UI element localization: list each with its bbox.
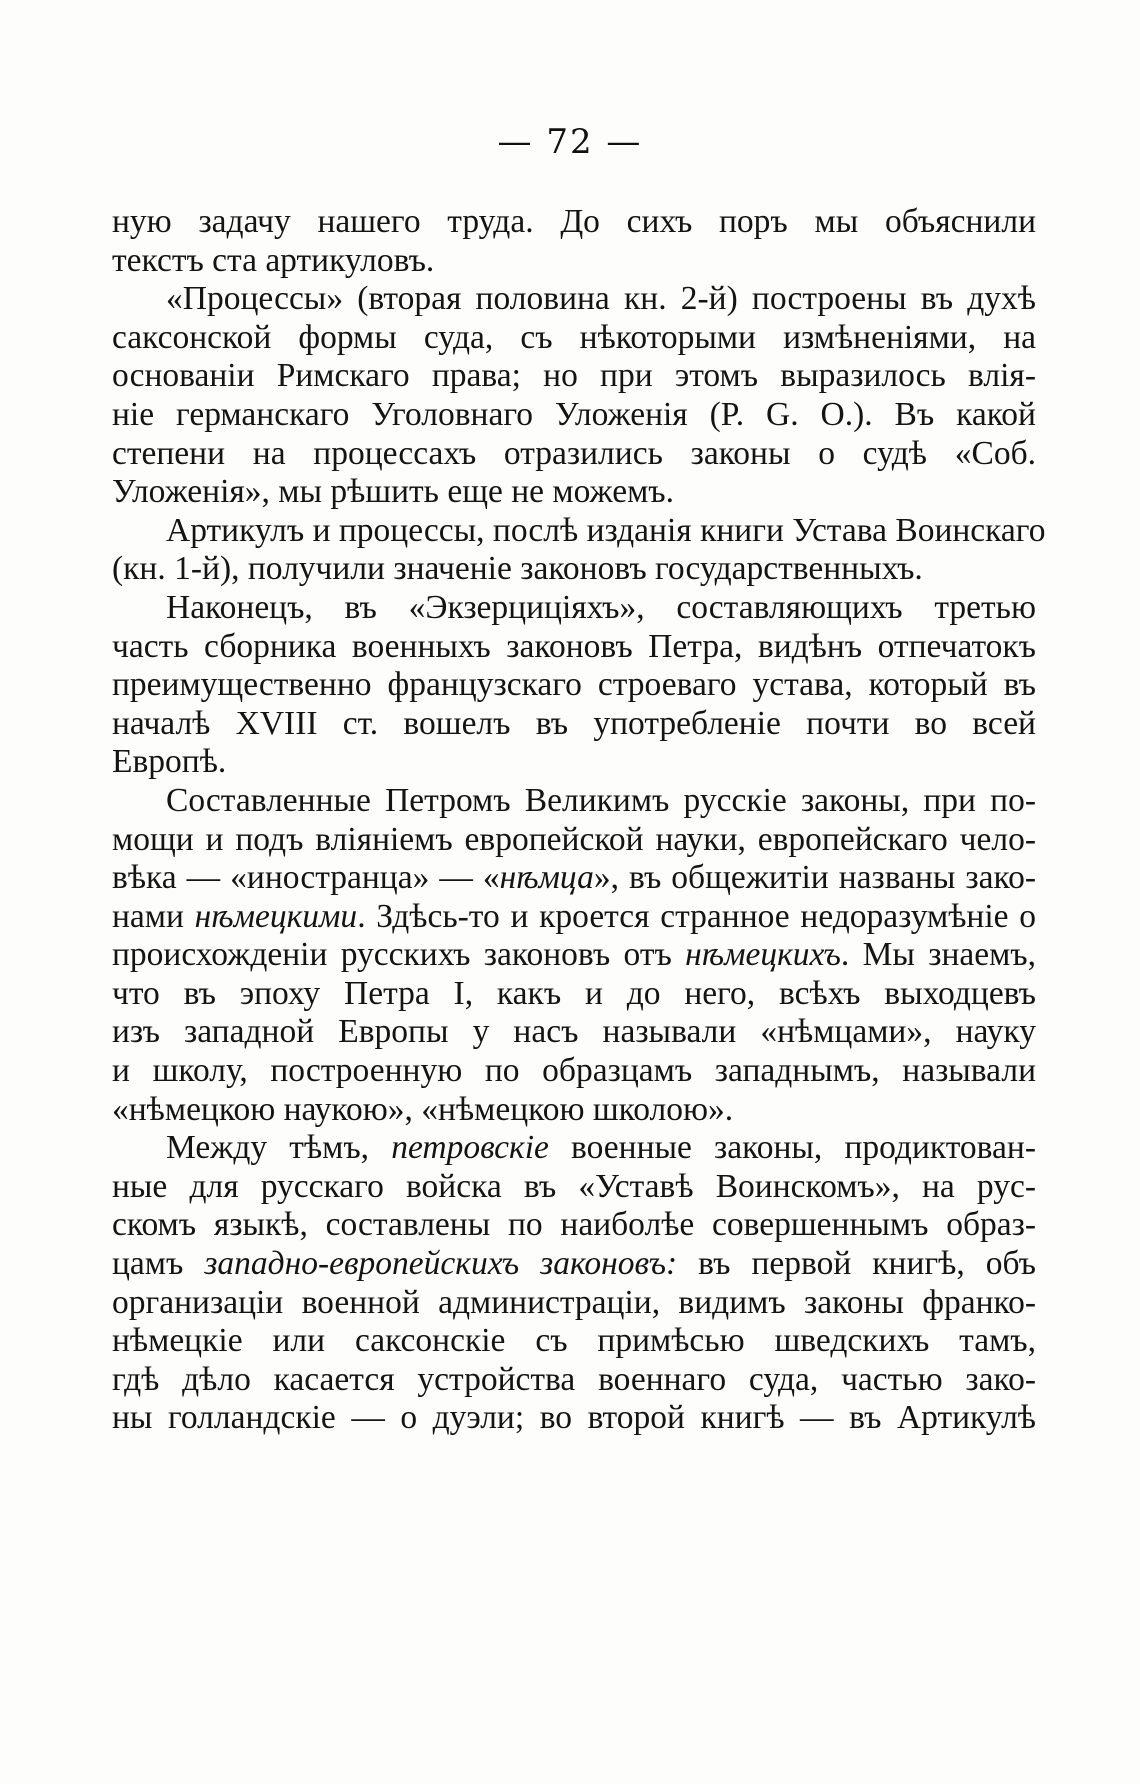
text-line [112,1322,1036,1361]
text-line [112,1284,1036,1323]
text-line [112,1168,1036,1207]
text-line [112,898,1036,937]
text-segment: ную задачу нашего труда. До сихъ поръ мы объяснили [112,203,1036,240]
text-line [112,1129,1036,1168]
text-segment: преимущественно французскаго строеваго устава, который въ [112,666,1036,704]
text-line [112,743,1036,782]
text-segment: часть сборника военныхъ законовъ Петра, видѣнъ отпечатокъ [112,627,1036,665]
text-segment: происхожденіи русскихъ законовъ отъ [112,936,686,974]
text-segment: организаціи военной администраціи, видимъ законы франко- [112,1283,1036,1321]
text-line [112,357,1036,396]
text-segment: саксонской формы суда, съ нѣкоторыми измѣненіями, на [112,318,1036,356]
text-segment: мощи и подъ вліяніемъ европейской науки, европейскаго чело- [112,820,1036,858]
text-segment: въ первой книгѣ, объ [677,1245,1037,1283]
text-line [112,821,1036,860]
text-line [112,859,1036,898]
text-segment: ны голландскіе — о дуэли; во второй книгѣ — въ Артикулѣ [112,1399,1036,1437]
text-segment: и школу, построенную по образцамъ западнымъ, называли [112,1052,1036,1090]
page-number: — 72 — [497,122,643,162]
text-segment: . Здѣсь-то и кроется странное недоразумѣніе о [357,897,1036,935]
text-line [112,936,1036,975]
text-segment: . Мы знаемъ, [840,936,1037,974]
text-line [112,705,1036,744]
text-segment: изъ западной Европы у насъ называли «нѣмцами», науку [112,1013,1036,1051]
text-segment: военные законы, продиктован- [548,1129,1036,1167]
text-line [112,1361,1036,1400]
body-text [112,203,1046,1438]
text-segment: Составленные Петромъ Великимъ русскіе законы, при по- [166,781,1036,819]
text-segment: Артикулъ и процессы, послѣ изданія книги Устава Воинскаго [166,511,1046,549]
text-line [112,280,1036,319]
text-segment: Уложенія», мы рѣшить еще не можемъ. [112,473,674,511]
text-segment: «нѣмецкою наукою», «нѣмецкою школою». [112,1090,734,1128]
text-segment: Между тѣмъ, [166,1129,392,1167]
text-segment: гдѣ дѣло касается устройства военнаго суда, частью зако- [112,1360,1036,1398]
text-segment: началѣ XVIII ст. вошелъ въ употребленіе почти во всей [112,704,1036,742]
text-segment: Наконецъ, въ «Экзерциціяхъ», составляющихъ третью [166,588,1036,626]
text-line [112,319,1036,358]
italic-text: западно-европейскихъ законовъ: [204,1245,678,1283]
text-segment: », въ общежитіи названы зако- [593,859,1036,897]
text-line [112,203,1036,242]
text-segment: Европѣ. [112,743,227,781]
text-segment: ные для русскаго войска въ «Уставѣ Воинскомъ», на рус- [112,1167,1036,1205]
text-segment: «Процессы» (вторая половина кн. 2-й) построены въ духѣ [166,280,1036,318]
text-segment: нами [112,897,195,935]
text-line [112,550,1036,589]
text-line [112,1399,1036,1438]
text-line [112,1052,1036,1091]
text-line [112,435,1036,474]
text-line [112,1245,1036,1284]
text-segment: вѣка — «иностранца» — « [112,859,500,897]
text-line [112,975,1036,1014]
text-line [112,589,1036,628]
text-line [112,1013,1036,1052]
text-segment: основаніи Римскаго права; но при этомъ выразилось влія- [112,357,1036,395]
italic-text: нѣмца [499,859,594,897]
text-segment: ніе германскаго Уголовнаго Уложенія (P. G. O.). Въ какой [112,395,1036,433]
italic-text: нѣмецкихъ [685,936,841,974]
text-segment: скомъ языкѣ, составлены по наиболѣе совершеннымъ образ- [112,1206,1036,1244]
text-line [112,242,1036,281]
text-segment: текстъ ста артикуловъ. [112,241,435,279]
text-segment: что въ эпоху Петра I, какъ и до него, всѣхъ выходцевъ [112,974,1036,1012]
text-segment: степени на процессахъ отразились законы о судѣ «Соб. [112,434,1036,472]
text-line [112,1206,1036,1245]
text-line [112,782,1036,821]
italic-text: петровскіе [391,1129,549,1167]
text-segment: (кн. 1-й), получили значеніе законовъ государственныхъ. [112,550,923,588]
text-line [112,396,1036,435]
italic-text: нѣмецкими [194,897,358,935]
text-line [112,666,1036,705]
text-segment: нѣмецкіе или саксонскіе съ примѣсью шведскихъ тамъ, [112,1322,1036,1360]
text-line [112,628,1036,667]
text-segment: цамъ [112,1245,205,1283]
text-line [112,473,1036,512]
text-line [112,511,1046,551]
text-line [112,1091,1036,1130]
